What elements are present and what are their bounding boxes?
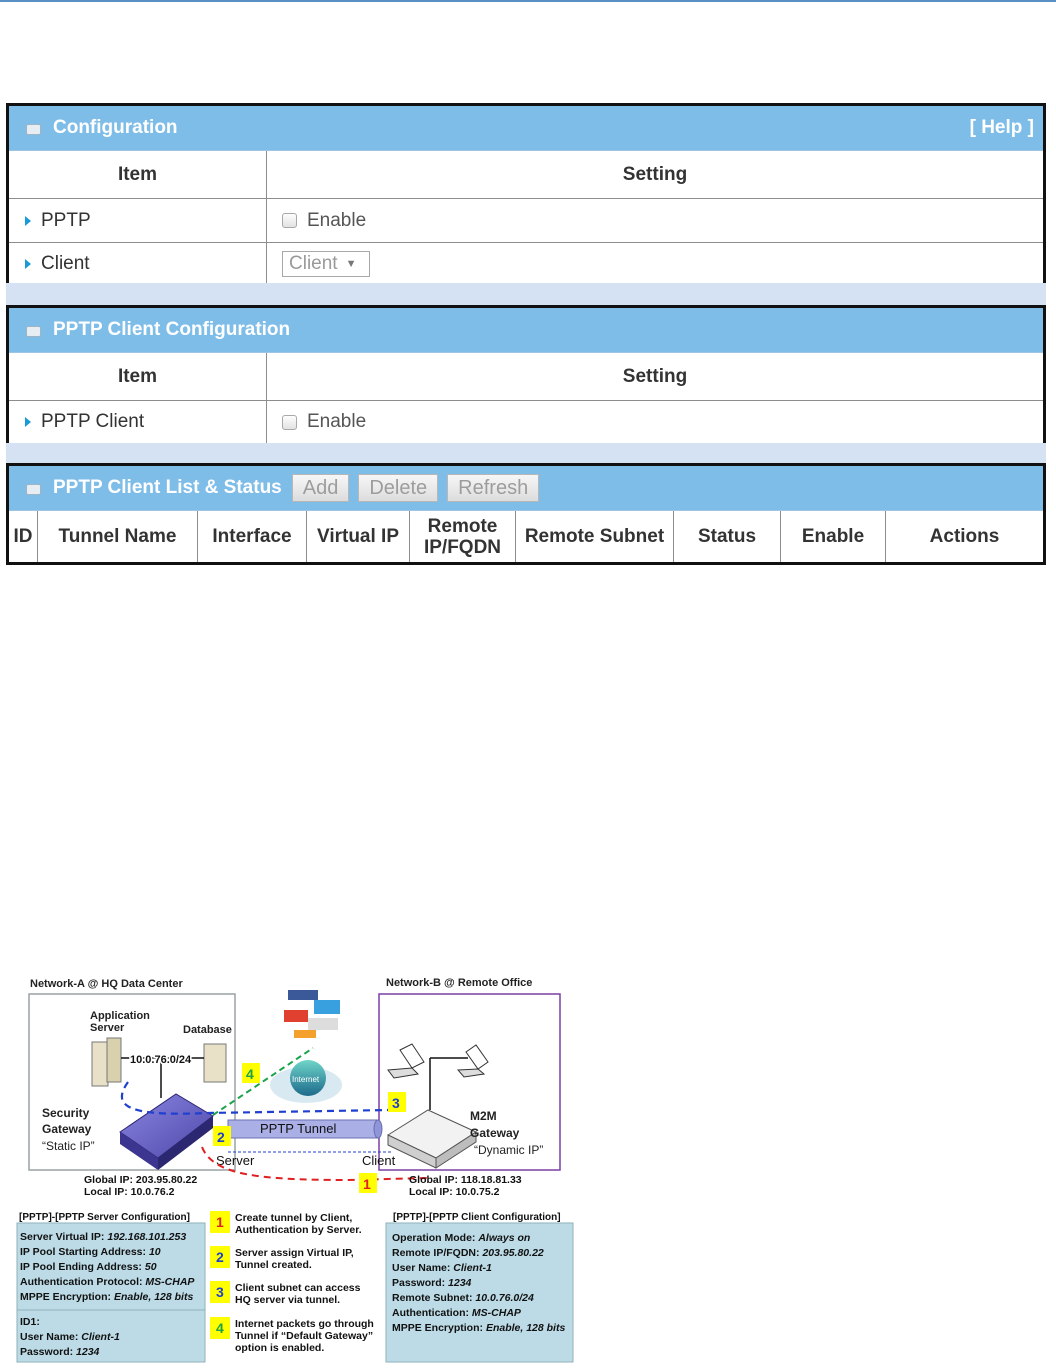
configuration-panel [6, 103, 1046, 288]
table-header-row [9, 353, 1043, 401]
client-config-line: Operation Mode: Always on [392, 1232, 531, 1244]
database-server-icon [204, 1044, 226, 1082]
legend-step-number: 1 [216, 1214, 224, 1230]
step-badge-2 [213, 1126, 231, 1146]
client-config-line: Password: 1234 [392, 1277, 472, 1289]
network-a-label: Network-A @ HQ Data Center [30, 978, 183, 990]
client-config-title: [PPTP]-[PPTP Client Configuration] [393, 1212, 561, 1223]
step-number: 2 [217, 1129, 225, 1145]
column-header-item: Item [9, 151, 267, 198]
social-media-icons [284, 990, 340, 1038]
laptop-icon [388, 1044, 424, 1078]
column-header-virtual-ip: Virtual IP [307, 511, 410, 562]
panel-title: PPTP Client List & Status [53, 477, 282, 498]
help-link[interactable]: [ Help ] [969, 117, 1034, 138]
column-header-tunnel-name: Tunnel Name [38, 511, 198, 562]
client-config-line: Remote Subnet: 10.0.76.0/24 [392, 1292, 534, 1304]
column-header-setting: Setting [622, 365, 688, 387]
client-config-line: Authentication: MS-CHAP [392, 1307, 521, 1319]
refresh-button[interactable]: Refresh [447, 474, 539, 502]
top-rule [0, 0, 1056, 2]
server-config-line: MPPE Encryption: Enable, 128 bits [20, 1291, 194, 1303]
internet-globe-icon [270, 1060, 342, 1103]
client-config-header [9, 308, 1043, 353]
step-badge-3 [388, 1092, 406, 1112]
select-value: Client [289, 253, 338, 274]
step-number: 4 [246, 1066, 254, 1082]
server-label: Server [216, 1153, 255, 1168]
security-gateway-device-icon [120, 1094, 213, 1170]
server-config-line: IP Pool Starting Address: 10 [20, 1246, 161, 1258]
security-gateway-label: Security [42, 1106, 90, 1120]
legend-step-text: option is enabled. [235, 1342, 325, 1354]
subnet-label: 10.0.76.0/24 [130, 1054, 192, 1066]
legend-step-text: HQ server via tunnel. [235, 1294, 341, 1306]
column-header-remote-subnet: Remote Subnet [516, 511, 674, 562]
column-header-item: Item [9, 353, 267, 400]
delete-button[interactable]: Delete [358, 474, 438, 502]
panel-collapse-icon[interactable] [26, 484, 41, 495]
panel-title: PPTP Client Configuration [53, 319, 291, 340]
pptp-enable-checkbox[interactable] [282, 213, 297, 228]
checkbox-label: Enable [307, 411, 367, 432]
row-label: Client [41, 253, 90, 274]
server-id-line: ID1: [20, 1316, 40, 1328]
triangle-right-icon [25, 259, 31, 269]
add-button[interactable]: Add [292, 474, 350, 502]
legend-step-text: Authentication by Server. [235, 1224, 362, 1236]
column-header-enable: Enable [781, 511, 886, 562]
network-a-global-ip: Global IP: 203.95.80.22 [84, 1174, 198, 1186]
table-header-row [9, 151, 1043, 199]
legend-step-text: Server assign Virtual IP, [235, 1247, 354, 1259]
network-b-label: Network-B @ Remote Office [386, 977, 533, 989]
row-label: PPTP Client [41, 411, 145, 432]
triangle-right-icon [25, 417, 31, 427]
chevron-down-icon: ▼ [345, 258, 357, 270]
legend-step-text: Internet packets go through [235, 1318, 374, 1330]
section-separator [6, 443, 1046, 463]
legend-step-text: Create tunnel by Client, [235, 1212, 353, 1224]
legend-step-number: 4 [216, 1320, 224, 1336]
checkbox-label: Enable [307, 209, 367, 231]
mode-select[interactable] [282, 251, 370, 277]
m2m-gateway-label: M2M [470, 1109, 497, 1123]
row-pptp-client [9, 401, 1043, 443]
pptp-client-configuration-panel [6, 305, 1046, 446]
app-server-label: Application [90, 1010, 150, 1022]
laptop-icon [458, 1045, 488, 1077]
server-config-line: IP Pool Ending Address: 50 [20, 1261, 157, 1273]
server-id-line: User Name: Client-1 [20, 1331, 120, 1343]
network-b-local-ip: Local IP: 10.0.75.2 [409, 1186, 500, 1198]
step-badge-4 [242, 1063, 260, 1083]
row-client [9, 243, 1043, 285]
section-separator [6, 283, 1046, 305]
header-line: Remote [427, 515, 498, 537]
m2m-gateway-label: Gateway [470, 1126, 520, 1140]
configuration-header [9, 106, 1043, 151]
step-badge-1 [359, 1173, 377, 1193]
panel-collapse-icon[interactable] [26, 124, 41, 135]
client-list-header [9, 466, 1043, 511]
app-server-label: Server [90, 1022, 125, 1034]
application-server-icon [92, 1038, 121, 1086]
column-header-interface: Interface [198, 511, 307, 562]
legend-step-text: Client subnet can access [235, 1282, 361, 1294]
row-label: PPTP [41, 209, 91, 231]
database-label: Database [183, 1024, 232, 1036]
m2m-gateway-device-icon [388, 1110, 476, 1168]
client-config-line: User Name: Client-1 [392, 1262, 492, 1274]
pptp-client-enable-checkbox[interactable] [282, 415, 297, 430]
legend-step-text: Tunnel if “Default Gateway” [235, 1330, 374, 1342]
legend-step-number: 3 [216, 1284, 224, 1300]
internet-label: Internet [292, 1075, 320, 1084]
security-gateway-label: “Static IP” [42, 1139, 95, 1153]
server-config-title: [PPTP]-[PPTP Server Configuration] [19, 1212, 190, 1223]
column-header-actions: Actions [929, 526, 1000, 547]
pptp-network-diagram [8, 970, 580, 1366]
column-header-status: Status [674, 511, 781, 562]
legend-step-number: 2 [216, 1249, 224, 1265]
pptp-tunnel [228, 1120, 382, 1138]
table-header-row [9, 511, 1043, 562]
panel-collapse-icon[interactable] [26, 326, 41, 337]
network-a-local-ip: Local IP: 10.0.76.2 [84, 1186, 175, 1198]
panel-title: Configuration [53, 117, 178, 138]
step-number: 1 [363, 1176, 371, 1192]
step-number: 3 [392, 1095, 400, 1111]
client-config-line: MPPE Encryption: Enable, 128 bits [392, 1322, 566, 1334]
network-b-global-ip: Global IP: 118.18.81.33 [409, 1174, 522, 1186]
server-id-line: Password: 1234 [20, 1346, 100, 1358]
client-label: Client [362, 1153, 396, 1168]
client-config-line: Remote IP/FQDN: 203.95.80.22 [392, 1247, 544, 1259]
row-pptp [9, 199, 1043, 243]
column-header-setting: Setting [622, 163, 688, 185]
column-header-remote-ip-fqdn [410, 511, 516, 562]
header-line: IP/FQDN [423, 536, 502, 558]
server-config-line: Server Virtual IP: 192.168.101.253 [20, 1231, 187, 1243]
server-config-line: Authentication Protocol: MS-CHAP [20, 1276, 195, 1288]
legend-step-text: Tunnel created. [235, 1259, 312, 1271]
tunnel-label: PPTP Tunnel [260, 1121, 337, 1136]
security-gateway-label: Gateway [42, 1122, 92, 1136]
triangle-right-icon [25, 216, 31, 226]
pptp-client-list-panel [6, 463, 1046, 565]
m2m-gateway-label: “Dynamic IP” [474, 1143, 544, 1157]
column-header-id: ID [9, 511, 38, 562]
